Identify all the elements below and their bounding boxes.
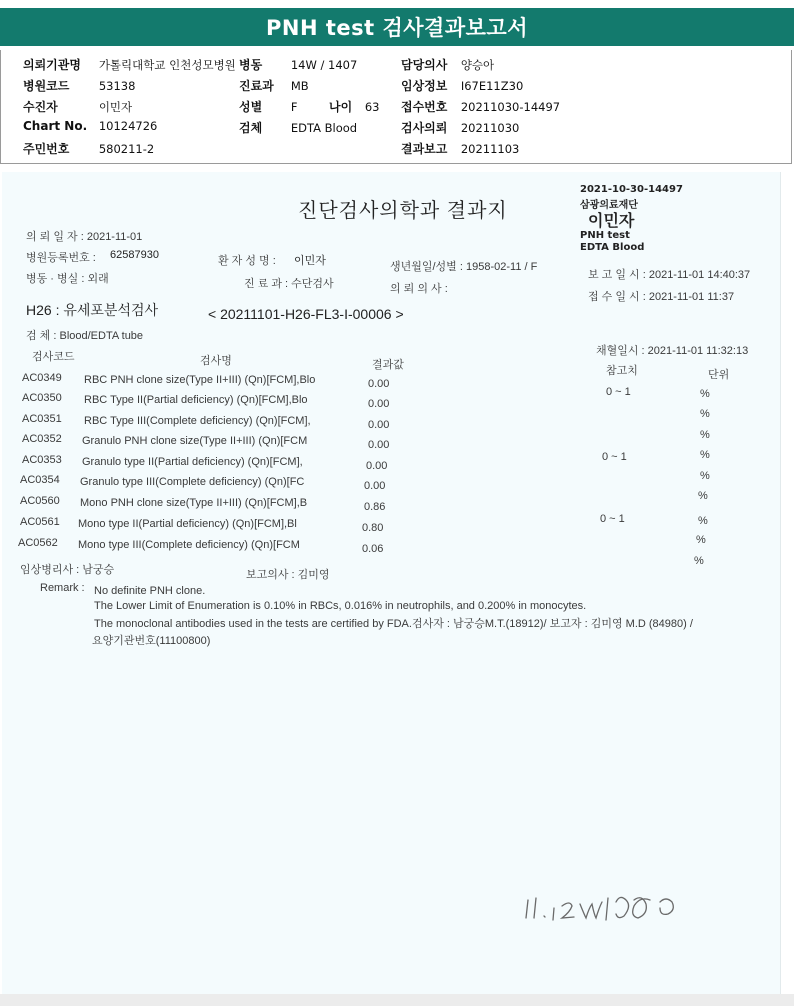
row-code: AC0349 [22,372,62,384]
test-code: < 20211101-H26-FL3-I-00006 > [208,306,404,322]
registration-label: 병원등록번호 : [26,252,96,264]
info-chart-no [23,119,157,133]
stamp-accession: 2021-10-30-14497 [580,184,683,195]
handwritten-date [520,880,690,930]
info-value: 63 [364,100,380,114]
info-ward [239,56,357,73]
stamp-institution: 삼광의료재단 [580,200,638,211]
remark-line-4: 요양기관번호(11100800) [92,635,211,647]
row-name: Mono type II(Partial deficiency) (Qn)[FCM],Bl [78,518,297,530]
registration-number: 62587930 [110,249,159,261]
info-value: 20211103 [460,142,520,156]
info-clinical [401,77,523,94]
request-date: 의 뢰 일 자 : 2021-11-01 [26,231,143,243]
info-value: F [290,100,298,114]
row-unit: % [698,490,708,502]
info-value: 10124726 [98,119,158,133]
row-ref: 0 ~ 1 [602,451,627,463]
info-label: 담당의사 [401,58,448,72]
info-label: 나이 [329,100,353,114]
row-unit: % [700,408,710,420]
info-doctor [401,56,494,73]
row-name: Granulo PNH clone size(Type II+III) (Qn)[FCM [82,435,308,447]
banner-title: PNH test 검사결과보고서 [266,16,528,40]
info-value: 이민자 [98,100,133,114]
col-header-ref: 참고치 [606,365,638,377]
row-code: AC0354 [20,474,60,486]
row-code: AC0561 [20,516,60,528]
info-label: 병동 [239,58,263,72]
info-report-date [401,140,519,157]
stamp-specimen: EDTA Blood [580,242,645,253]
reporting-doctor: 보고의사 : 김미영 [246,569,330,581]
sheet-title: 진단검사의학과 결과지 [298,200,508,222]
row-name: Granulo type II(Partial deficiency) (Qn)[FCM], [82,456,303,468]
remark-line-3: The monoclonal antibodies used in the tests are certified by FDA.검사자 : 남궁승M.T.(18912)/ 보고자 : 김미영 M.D (84980) / [94,618,693,630]
row-result: 0.06 [362,543,384,555]
info-value: 20211030 [460,121,520,135]
remark-line-2: The Lower Limit of Enumeration is 0.10% in RBCs, 0.016% in neutrophils, and 0.200% in monocytes. [94,600,587,612]
row-name: Granulo type III(Complete deficiency) (Qn)[FC [80,476,305,488]
scanned-result-sheet [2,172,781,994]
info-value: 53138 [98,79,136,93]
row-unit: % [700,449,710,461]
row-result: 0.86 [364,501,386,513]
table-row [2,537,780,567]
info-label: 검체 [239,121,263,135]
row-code: AC0562 [18,537,58,549]
info-label: 의뢰기관명 [23,58,81,72]
row-name: RBC PNH clone size(Type II+III) (Qn)[FCM],Blo [84,374,316,386]
specimen-type: 검 체 : Blood/EDTA tube [26,330,144,342]
row-ref: 0 ~ 1 [600,513,625,525]
info-accession [401,98,560,115]
info-value: 20211030-14497 [460,100,561,114]
row-code: AC0351 [22,413,62,425]
info-request-date [401,119,519,136]
birth-sex: 생년월일/성별 : 1958-02-11 / F [390,261,538,273]
info-label: Chart No. [23,119,88,133]
info-resident-no [23,140,154,157]
row-unit: % [700,429,710,441]
col-header-name: 검사명 [200,355,232,367]
row-result: 0.00 [368,378,390,390]
report-datetime: 보 고 일 시 : 2021-11-01 14:40:37 [588,269,751,281]
stamp-test: PNH test [580,230,630,241]
row-unit: % [700,470,710,482]
row-name: RBC Type II(Partial deficiency) (Qn)[FCM],Blo [84,394,308,406]
row-name: Mono type III(Complete deficiency) (Qn)[FCM [78,539,300,551]
test-name: H26 : 유세포분석검사 [26,302,159,318]
info-specimen [239,119,357,136]
ward-room: 병동 · 병실 : 외래 [26,273,109,285]
info-value: EDTA Blood [290,121,358,135]
info-value: 가톨릭대학교 인천성모병원 [98,58,236,72]
stamp-patient-name: 이민자 [588,211,635,230]
info-label: 검사의뢰 [401,121,448,135]
info-label: 접수번호 [401,100,448,114]
remark-label: Remark : [40,582,85,594]
info-institution [23,56,236,73]
row-unit: % [694,555,704,567]
row-unit: % [698,515,708,527]
patient-info-panel [0,50,792,164]
remark-line-1: No definite PNH clone. [94,585,206,597]
info-label: 결과보고 [401,142,448,156]
info-value: 580211-2 [98,142,155,156]
collection-datetime: 채혈일시 : 2021-11-01 11:32:13 [596,345,749,357]
info-label: 주민번호 [23,142,70,156]
department: 진 료 과 : 수단검사 [244,278,334,290]
info-patient [23,98,132,115]
row-ref: 0 ~ 1 [606,386,631,398]
row-result: 0.00 [368,439,390,451]
row-name: RBC Type III(Complete deficiency) (Qn)[FCM], [84,415,311,427]
info-label: 성별 [239,100,263,114]
row-result: 0.00 [364,480,386,492]
row-code: AC0560 [20,495,60,507]
page-bottom-bar [0,994,794,1006]
row-name: Mono PNH clone size(Type II+III) (Qn)[FCM],B [80,497,308,509]
row-result: 0.00 [366,460,388,472]
row-unit: % [696,534,706,546]
col-header-result: 결과값 [372,359,404,371]
row-code: AC0353 [22,454,62,466]
col-header-unit: 단위 [708,369,730,381]
info-label: 수진자 [23,100,58,114]
info-label: 진료과 [239,79,274,93]
requesting-doctor: 의 뢰 의 사 : [390,283,448,295]
info-department [239,77,309,94]
row-code: AC0350 [22,392,62,404]
info-label: 임상정보 [401,79,448,93]
info-value: 양승아 [460,58,495,72]
row-unit: % [700,388,710,400]
row-result: 0.00 [368,419,390,431]
info-label: 병원코드 [23,79,70,93]
receive-datetime: 접 수 일 시 : 2021-11-01 11:37 [588,291,735,303]
patient-name: 이민자 [294,255,326,267]
info-value: MB [290,79,309,93]
row-result: 0.00 [368,398,390,410]
info-age [329,98,379,115]
info-hospital-code [23,77,135,94]
row-result: 0.80 [362,522,384,534]
info-sex [239,98,297,115]
report-title-banner [0,8,794,46]
row-code: AC0352 [22,433,62,445]
clinical-pathologist: 임상병리사 : 남궁승 [20,564,115,576]
info-value: 14W / 1407 [290,58,358,72]
info-value: I67E11Z30 [460,79,524,93]
col-header-code: 검사코드 [32,351,75,363]
patient-label: 환 자 성 명 : [218,255,276,267]
